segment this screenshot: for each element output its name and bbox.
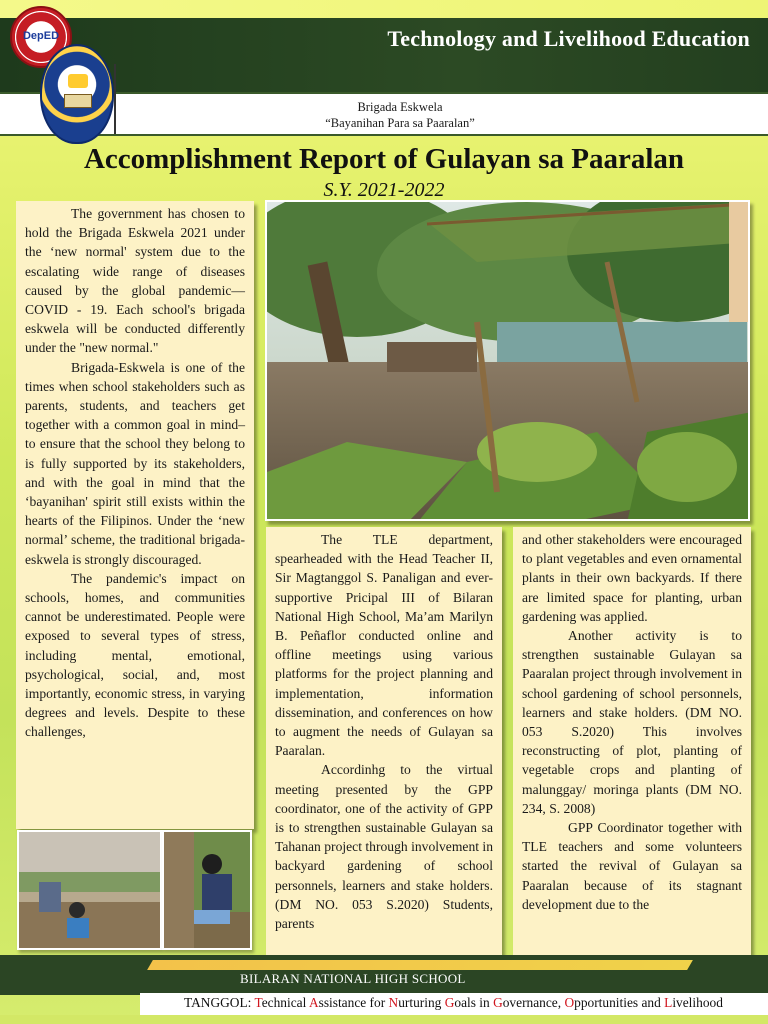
motto-letter: L — [664, 995, 673, 1010]
school-seal-logo — [40, 44, 114, 144]
deped-logo-text: DepED — [22, 30, 60, 42]
top-strip — [0, 0, 768, 18]
seal-emblem — [68, 74, 88, 88]
footer-stripe — [147, 960, 693, 970]
motto-word: oals in — [454, 995, 494, 1010]
program-name: Brigada Eskwela — [357, 100, 443, 114]
planting-photo-2-image — [164, 832, 252, 950]
planting-photo-2 — [162, 830, 252, 950]
header-divider — [114, 64, 116, 134]
motto-prefix: TANGGOL: — [184, 995, 255, 1010]
paragraph: Another activity is to strengthen sustainable Gulayan sa Paaralan project through involvement in school gardening of school personnels, learners and stake holders. (DM NO. 053 S.2020) This involves reconstructing of plot, planting of vegetable crops and planting of malunggay/ moringa plants (DM NO. 234, S. 2008) — [522, 628, 742, 816]
planting-photo-1 — [17, 830, 162, 950]
paragraph: The pandemic's impact on schools, homes, and communities cannot be underestimated. People were exposed to several types of stress, including mental, emotional, psychological, social, and, most importantly, economic stress, in varying degrees and levels. Despite to these challenges, — [25, 570, 245, 740]
motto-word: ivelihood — [672, 995, 723, 1010]
program-theme: “Bayanihan Para sa Paaralan” — [325, 116, 475, 130]
middle-text-column — [266, 527, 502, 957]
paragraph: The TLE department, spearheaded with the Head Teacher II, Sir Magtanggol S. Panaligan and ever-supportive Pricipal III of Bilaran National High School, Ma’am Marilyn B. Peñaflor conducted online and offline meetings using various platforms for the project planning and implementation, information dissemination, and conferences on how to augment the needs of Gulayan sa Paaralan. — [275, 532, 493, 759]
motto-word: overnance, — [502, 995, 565, 1010]
footer-school-name: BILARAN NATIONAL HIGH SCHOOL — [240, 971, 466, 986]
garden-photo — [265, 200, 750, 521]
sub-header — [0, 92, 768, 136]
motto-letter: T — [254, 995, 262, 1010]
motto-word: urturing — [398, 995, 445, 1010]
motto-letter: A — [308, 995, 319, 1010]
subject-title: Technology and Livelihood Education — [387, 26, 750, 51]
seal-book-icon — [64, 94, 92, 108]
motto-word: pportunities and — [574, 995, 665, 1010]
garden-photo-image — [267, 202, 750, 521]
motto-word: echnical — [261, 995, 309, 1010]
paragraph: and other stakeholders were encouraged to plant vegetables and even ornamental plants in their own backyards. If there are limited space for planting, urban gardening was applied. — [522, 532, 742, 624]
right-text-column — [513, 527, 751, 957]
motto-word: ssistance for — [318, 995, 389, 1010]
footer-bottom-strip — [0, 1015, 768, 1024]
paragraph: GPP Coordinator together with TLE teachers and some volunteers started the revival of Gulayan sa Paaralan because of its stagnant development due to the — [522, 820, 742, 912]
paragraph: Brigada-Eskwela is one of the times when school stakeholders such as parents, students, and teachers get together with a common goal in mind–to ensure that the school they belong to is fully supported by its stakeholders, and with the goal in mind that the ‘bayanihan' spirit still exists within the hearts of the Filipinos. Under the ‘new normal’ scheme, the traditional brigada-eskwela is strongly discouraged. — [25, 359, 245, 567]
motto-letter: O — [564, 995, 575, 1010]
school-year: S.Y. 2021-2022 — [323, 179, 445, 201]
footer-motto — [184, 995, 723, 1011]
motto-letter: G — [493, 995, 503, 1010]
paragraph: Accordinhg to the virtual meeting presented by the GPP coordinator, one of the activity of GPP is to strengthen sustainable Gulayan sa Tahanan project through involvement in backyard gardening of school personnels, learners and stake holders. (DM NO. 053 S.2020) Students, parents — [275, 762, 493, 932]
report-title: Accomplishment Report of Gulayan sa Paaralan — [83, 143, 685, 175]
paragraph: The government has chosen to hold the Brigada Eskwela 2021 under the ‘new normal' system due to the escalating wide range of diseases caused by the global pandemic—COVID - 19. Each school's brigada eskwela will be conducted differently under the "new normal." — [25, 206, 245, 356]
motto-letter: N — [388, 995, 399, 1010]
motto-letter: G — [444, 995, 455, 1010]
left-text-column — [16, 201, 254, 829]
planting-photo-1-image — [19, 832, 162, 950]
